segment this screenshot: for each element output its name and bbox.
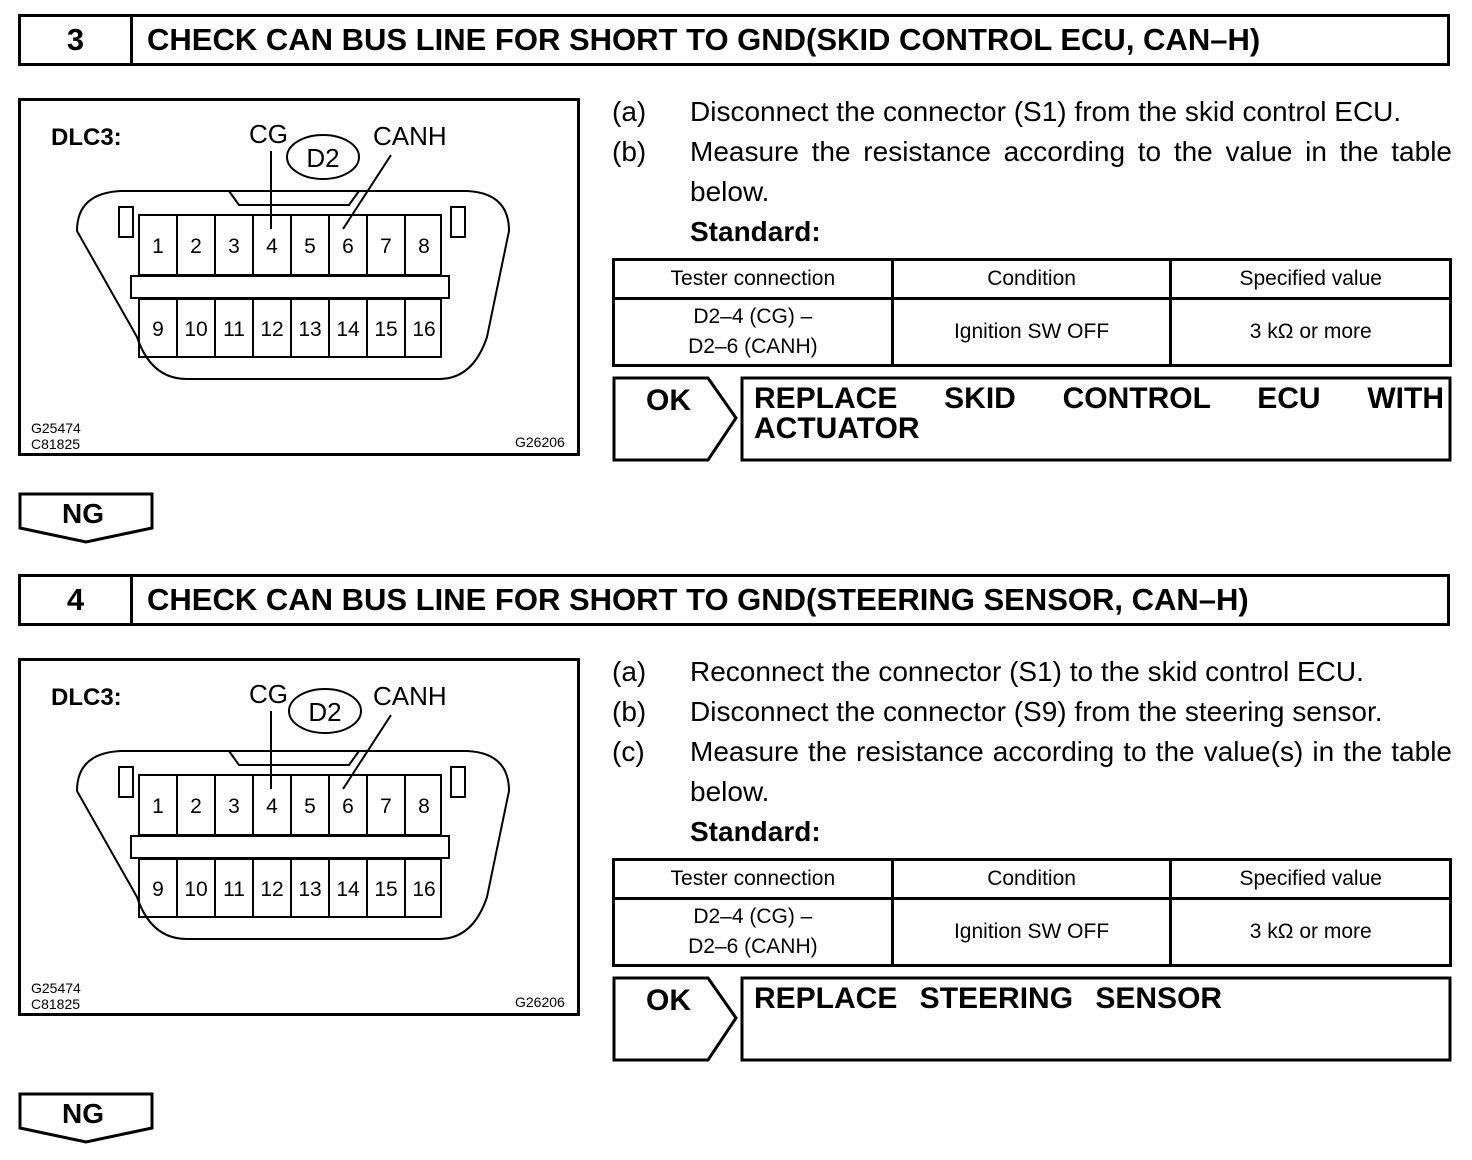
cell-tester-connection: D2–4 (CG) – D2–6 (CANH) [614,299,893,366]
pin-divider-bar [131,276,449,298]
ng-label: NG [62,1098,104,1129]
header-condition: Condition [892,860,1171,899]
dlc3-connector-diagram [18,658,580,1016]
pin-9: 9 [152,318,164,341]
figure-code-3: G26206 [515,434,565,450]
instruction-item [612,732,1452,812]
pin-7: 7 [380,795,392,818]
step-number: 4 [21,577,133,623]
cell-specified-value: 3 kΩ or more [1171,299,1451,366]
pin-label-canh: CANH [373,681,447,711]
figure-code-3: G26206 [515,994,565,1010]
connector-label: DLC3: [51,124,122,151]
table-row [614,899,1451,966]
pin-10: 10 [184,878,208,901]
standard-label: Standard: [690,216,821,247]
instruction-text: Measure the resistance according to the value(s) in the table below. [690,736,1452,807]
step-3-instructions [612,92,1452,252]
pin-9: 9 [152,878,164,901]
latch-right [451,207,465,237]
standard-label: Standard: [690,816,821,847]
figure-code-2: C81825 [31,436,81,452]
pin-6: 6 [342,795,354,818]
pin-15: 15 [374,878,398,901]
pin-8: 8 [418,795,430,818]
ok-result-box [612,376,1452,462]
pin-5: 5 [304,235,316,258]
pin-11: 11 [223,318,245,341]
ng-label: NG [62,498,104,529]
pin-15: 15 [374,318,398,341]
pin-3: 3 [228,235,240,258]
header-tester-connection: Tester connection [614,260,893,299]
pin-4: 4 [266,235,278,258]
connector-outline [77,751,509,939]
step-title: CHECK CAN BUS LINE FOR SHORT TO GND(STEERING SENSOR, CAN–H) [147,582,1249,617]
connector-outline [77,191,509,379]
connector-id: D2 [306,143,340,173]
cell-condition: Ignition SW OFF [892,299,1171,366]
pin-14: 14 [336,318,360,341]
connector-key [229,751,359,765]
connector-key [229,191,359,205]
step-3-header [18,14,1450,66]
instruction-text: Disconnect the connector (S9) from the steering sensor. [690,696,1383,727]
pin-1: 1 [152,795,164,818]
cell-tester-connection: D2–4 (CG) – D2–6 (CANH) [614,899,893,966]
pin-16: 16 [412,878,436,901]
instruction-text: Reconnect the connector (S1) to the skid control ECU. [690,656,1364,687]
pin-label-cg: CG [249,119,288,149]
instruction-item [612,692,1452,732]
instruction-text: Measure the resistance according to the value in the table below. [690,136,1452,207]
pin-7: 7 [380,235,392,258]
ok-label: OK [646,384,691,417]
instruction-label: (b) [612,136,647,167]
spec-table [612,258,1452,367]
pin-12: 12 [260,318,284,341]
step-number: 3 [21,17,133,63]
instruction-label: (a) [612,656,647,687]
pin-2: 2 [190,235,202,258]
dlc3-connector-diagram [18,98,580,456]
step-4-instructions [612,652,1452,852]
instruction-label: (a) [612,96,647,127]
latch-left [119,207,133,237]
pin-label-canh: CANH [373,121,447,151]
header-tester-connection: Tester connection [614,860,893,899]
pin-4: 4 [266,795,278,818]
pin-5: 5 [304,795,316,818]
instruction-item [612,92,1452,132]
pin-11: 11 [223,878,245,901]
pin-12: 12 [260,878,284,901]
header-condition: Condition [892,260,1171,299]
step-title: CHECK CAN BUS LINE FOR SHORT TO GND(SKID CONTROL ECU, CAN–H) [147,22,1261,57]
header-specified-value: Specified value [1171,260,1451,299]
pin-13: 13 [298,878,322,901]
pin-divider-bar [131,836,449,858]
instruction-text: Disconnect the connector (S1) from the skid control ECU. [690,96,1402,127]
connector-id: D2 [308,697,342,727]
pin-2: 2 [190,795,202,818]
pin-10: 10 [184,318,208,341]
header-specified-value: Specified value [1171,860,1451,899]
spec-table [612,858,1452,967]
ng-arrow [18,492,156,544]
latch-right [451,767,465,797]
table-row [614,299,1451,366]
ng-arrow [18,1092,156,1144]
instruction-item [612,652,1452,692]
pin-6: 6 [342,235,354,258]
step-4-header [18,574,1450,626]
ok-action-text: REPLACE SKID CONTROL ECU WITH ACTUATOR [754,382,1444,445]
pin-label-cg: CG [249,679,288,709]
connector-label: DLC3: [51,684,122,711]
figure-code-2: C81825 [31,996,81,1012]
ok-label: OK [646,984,691,1017]
pin-8: 8 [418,235,430,258]
cell-specified-value: 3 kΩ or more [1171,899,1451,966]
figure-code-1: G25474 [31,420,81,436]
ok-result-box [612,976,1452,1062]
pin-16: 16 [412,318,436,341]
pin-13: 13 [298,318,322,341]
pin-14: 14 [336,878,360,901]
instruction-item [612,132,1452,212]
figure-code-1: G25474 [31,980,81,996]
cell-condition: Ignition SW OFF [892,899,1171,966]
instruction-label: (c) [612,736,645,767]
latch-left [119,767,133,797]
pin-3: 3 [228,795,240,818]
pin-1: 1 [152,235,164,258]
ok-action-text: REPLACE STEERING SENSOR [754,982,1223,1015]
instruction-label: (b) [612,696,647,727]
